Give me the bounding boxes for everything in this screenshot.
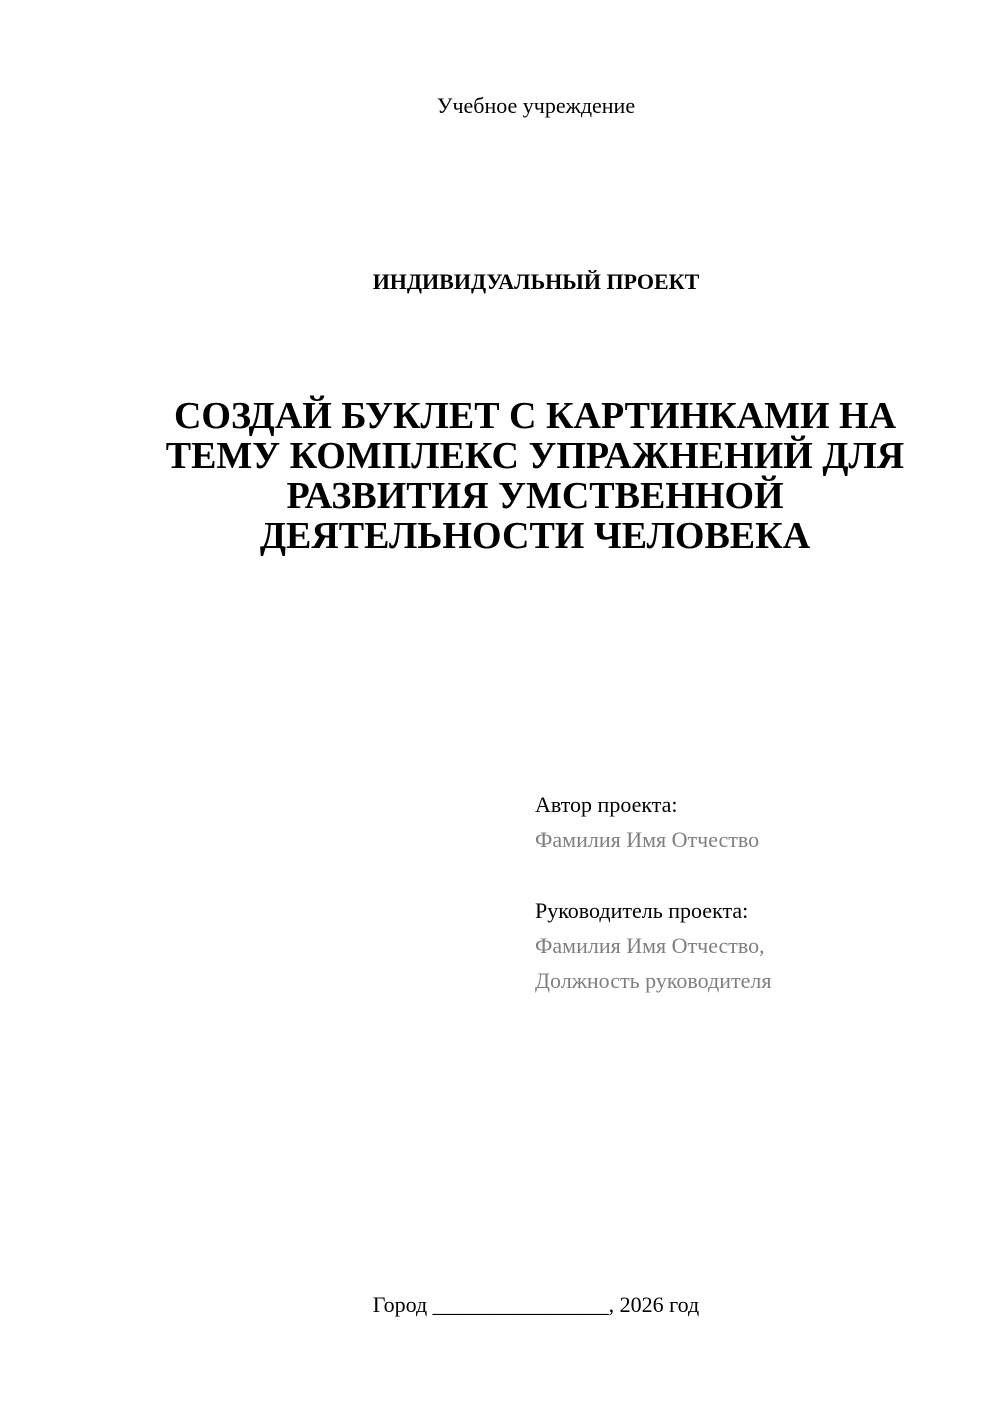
project-title-line: ТЕМУ КОМПЛЕКС УПРАЖНЕНИЙ ДЛЯ (165, 435, 905, 477)
supervisor-block (535, 893, 975, 998)
author-block (535, 787, 975, 857)
project-type-heading: ИНДИВИДУАЛЬНЫЙ ПРОЕКТ (372, 269, 700, 294)
project-title-line: ДЕЯТЕЛЬНОСТИ ЧЕЛОВЕКА (259, 515, 811, 557)
project-title-line: СОЗДАЙ БУКЛЕТ С КАРТИНКАМИ НА (173, 395, 897, 437)
author-name: Фамилия Имя Отчество (535, 827, 760, 852)
author-label: Автор проекта: (535, 792, 678, 817)
supervisor-label: Руководитель проекта: (535, 898, 749, 923)
city-year-footer: Город ________________, 2026 год (372, 1292, 700, 1317)
institution-name: Учебное учреждение (436, 93, 636, 118)
project-title (120, 396, 950, 556)
supervisor-name: Фамилия Имя Отчество, (535, 933, 765, 958)
supervisor-position: Должность руководителя (535, 968, 772, 993)
project-title-line: РАЗВИТИЯ УМСТВЕННОЙ (286, 475, 784, 517)
